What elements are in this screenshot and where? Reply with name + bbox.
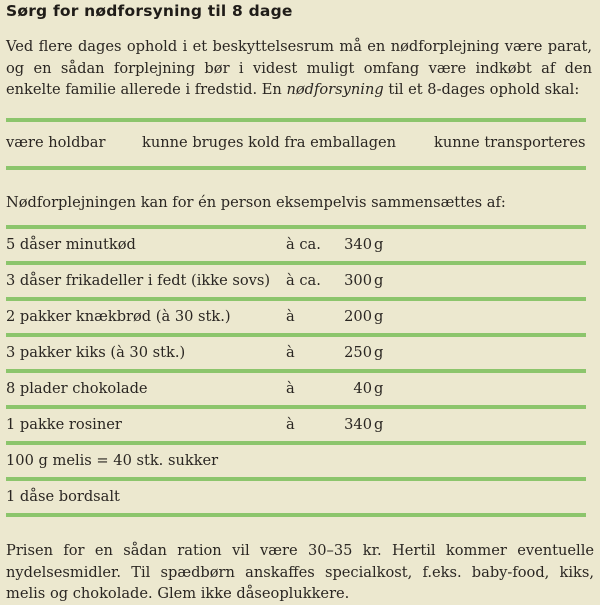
item-per: à (286, 308, 295, 325)
intro-paragraph (6, 36, 592, 101)
list-item (6, 265, 586, 301)
item-unit: g (374, 272, 384, 289)
item-per: à (286, 416, 295, 433)
item-amount: 40 (353, 380, 372, 397)
list-item (6, 337, 586, 373)
item-per: à (286, 380, 295, 397)
divider-rule (6, 118, 586, 122)
item-amount: 200 (344, 308, 372, 325)
item-amount: 250 (344, 344, 372, 361)
requirement-item: kunne transporteres (434, 134, 586, 151)
item-amount: 340 (344, 236, 372, 253)
item-per: à ca. (286, 272, 321, 289)
intro-text-end: til et 8-dages ophold skal: (383, 81, 580, 98)
item-unit: g (374, 236, 384, 253)
item-name: 3 dåser frikadeller i fedt (ikke sovs) (6, 272, 271, 289)
item-per: à ca. (286, 236, 321, 253)
list-item (6, 229, 586, 265)
list-item (6, 373, 586, 409)
item-unit: g (374, 416, 384, 433)
item-name: 8 plader chokolade (6, 380, 148, 397)
list-item (6, 481, 586, 517)
item-per: à (286, 344, 295, 361)
list-item (6, 445, 586, 481)
list-intro: Nødforplejningen kan for én person eksempelvis sammensættes af: (6, 194, 506, 211)
intro-emphasis: nødforsyning (286, 81, 384, 98)
item-amount: 300 (344, 272, 372, 289)
requirement-item: kunne bruges kold fra emballagen (142, 134, 397, 151)
intro-text: Ved flere dages ophold i et beskyttelsesrum må en nødforplejning være parat, og en sådan forplejning bør i videst muligt omfang være indkøbt af den enkelte familie allerede i fredstid. En (6, 38, 592, 98)
closing-paragraph: Prisen for en sådan ration vil være 30–35 kr. Hertil kommer eventuelle nydelsesmidler. Til spædbørn anskaffes specialkost, f.eks. baby-food, kiks, melis og chokolade. Glem ikke dåseoplukkere. (6, 542, 594, 602)
page-title: Sørg for nødforsyning til 8 dage (6, 2, 293, 20)
divider-rule (6, 166, 586, 170)
item-unit: g (374, 308, 384, 325)
item-amount: 340 (344, 416, 372, 433)
item-name: 1 pakke rosiner (6, 416, 122, 433)
item-unit: g (374, 380, 384, 397)
item-name: 5 dåser minutkød (6, 236, 136, 253)
requirement-item: være holdbar (6, 134, 106, 151)
item-name: 100 g melis = 40 stk. sukker (6, 452, 219, 469)
item-unit: g (374, 344, 384, 361)
list-item (6, 409, 586, 445)
list-item (6, 301, 586, 337)
item-name: 3 pakker kiks (à 30 stk.) (6, 344, 186, 361)
item-name: 2 pakker knækbrød (à 30 stk.) (6, 308, 231, 325)
item-name: 1 dåse bordsalt (6, 488, 120, 505)
